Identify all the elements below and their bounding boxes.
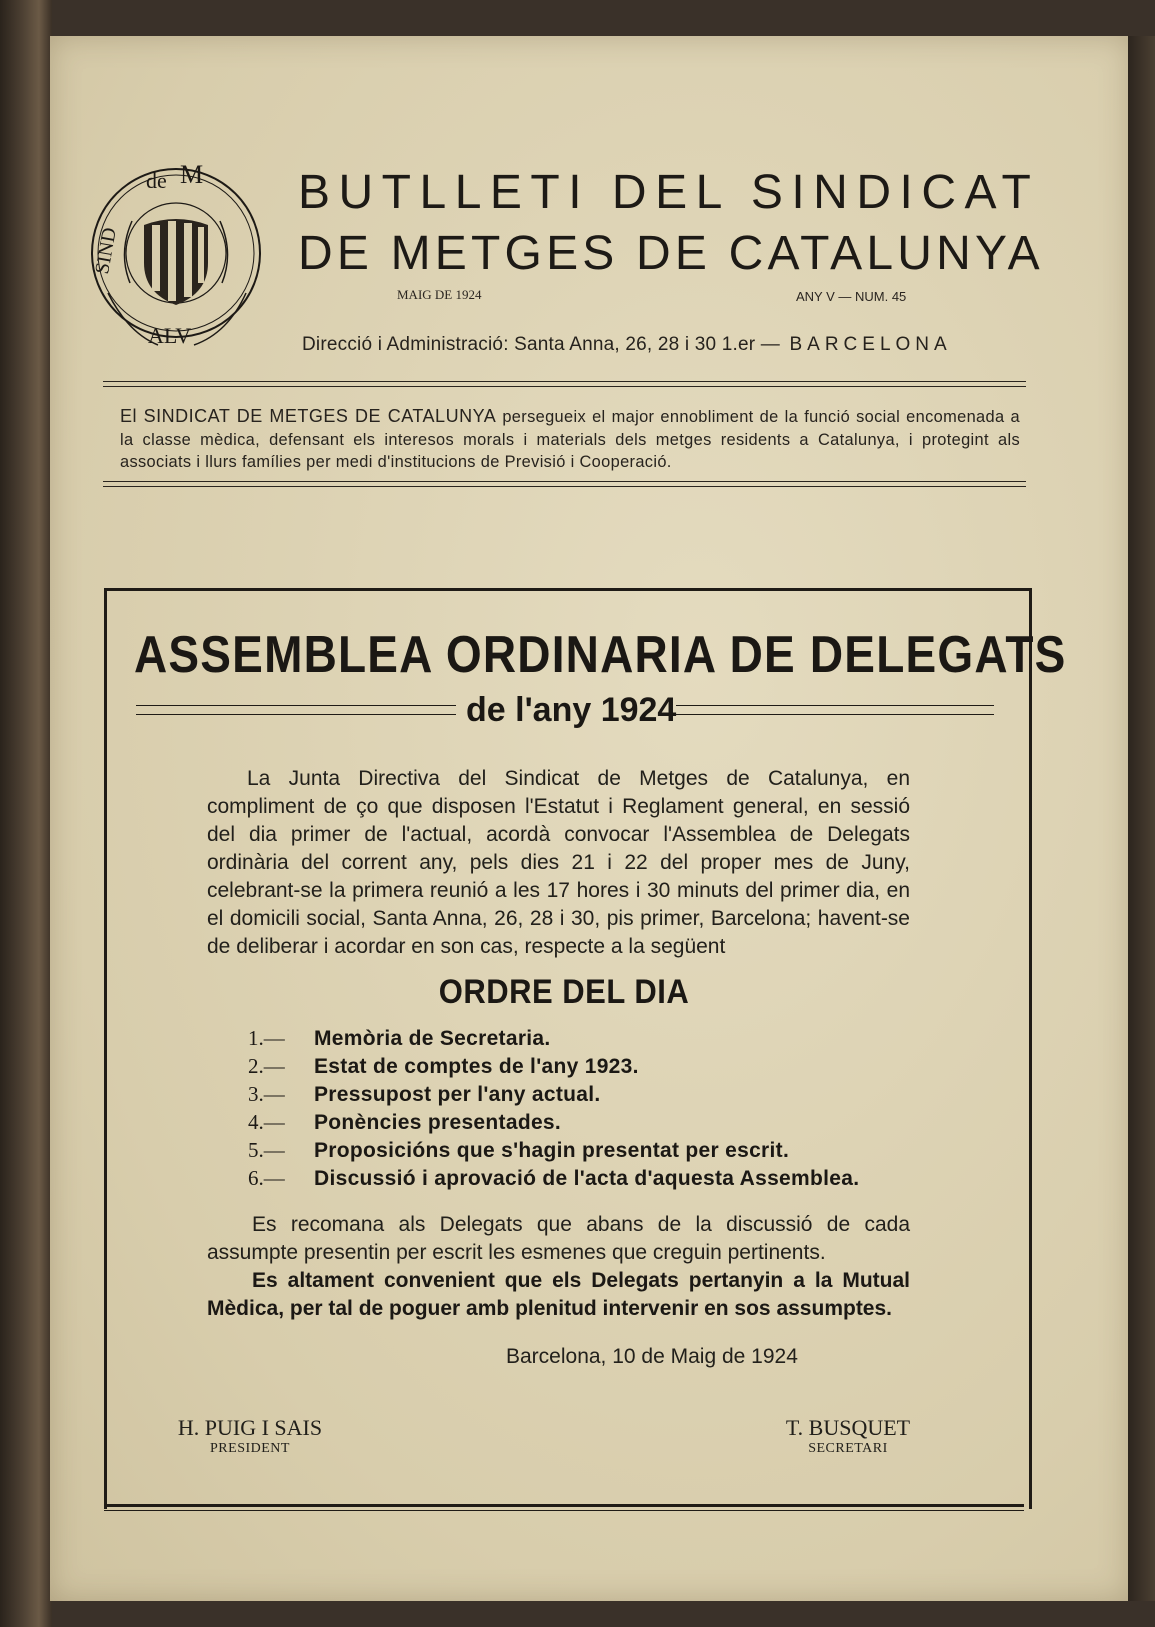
masthead-address bbox=[302, 334, 952, 356]
agenda-title: ORDRE DEL DIA bbox=[438, 972, 690, 1011]
agenda-list bbox=[248, 1024, 859, 1192]
address-city: BARCELONA bbox=[789, 334, 952, 355]
notice-frame-bottom-2 bbox=[104, 1510, 1024, 1511]
svg-text:M: M bbox=[180, 160, 204, 189]
masthead-rule-top bbox=[103, 381, 1026, 382]
signatory-president bbox=[170, 1415, 330, 1457]
notice-subtitle-row bbox=[136, 691, 996, 731]
sindicat-seal-emblem bbox=[88, 133, 264, 359]
notice-frame-bottom bbox=[104, 1504, 1024, 1507]
issue-date: MAIG DE 1924 bbox=[397, 287, 482, 302]
notice-subtitle: de l'any 1924 bbox=[466, 691, 677, 729]
svg-text:de: de bbox=[146, 168, 167, 193]
mission-body: persegueix el major ennobliment de la funció social encomenada a la classe mèdica, defensant els interesos morals i materials dels metges residents a Catalunya, i protegint als associats i llurs famílies per medi d'institucions de Previsió i Cooperació. bbox=[120, 408, 1020, 471]
mission-lead: El SINDICAT DE METGES DE CATALUNYA bbox=[120, 406, 497, 426]
issue-number: ANY V — NUM. 45 bbox=[796, 289, 907, 304]
mission-rule-bottom bbox=[103, 481, 1026, 482]
agenda-item: 2.— Estat de comptes de l'any 1923. bbox=[248, 1054, 639, 1078]
signatory-role: SECRETARI bbox=[808, 1441, 888, 1456]
agenda-item: 4.— Ponències presentades. bbox=[248, 1110, 562, 1134]
mission-statement bbox=[120, 405, 1020, 474]
svg-text:ALV: ALV bbox=[148, 323, 192, 348]
address-text: Direcció i Administració: Santa Anna, 26, 28 i 30 1.er — bbox=[302, 334, 780, 355]
agenda-item: 3.— Pressupost per l'any actual. bbox=[248, 1082, 601, 1106]
signatory-secretary bbox=[768, 1415, 928, 1457]
notice-title: ASSEMBLEA ORDINARIA DE DELEGATS bbox=[134, 624, 1067, 684]
masthead-rule-top-2 bbox=[103, 386, 1026, 387]
masthead-title-line2: DE METGES DE CATALUNYA bbox=[298, 227, 1044, 280]
subtitle-rule-left bbox=[136, 705, 456, 715]
book-spine bbox=[0, 0, 52, 1627]
recommendation-bold-text: Es altament convenient que els Delegats pertanyin a la Mutual Mèdica, per tal de poguer amb plenitud intervenir en sos assumptes. bbox=[207, 1269, 910, 1320]
signatory-name: T. BUSQUET bbox=[785, 1415, 911, 1440]
masthead-title-line1: BUTLLETI DEL SINDICAT bbox=[298, 166, 1040, 219]
svg-text:SIND: SIND bbox=[91, 225, 121, 276]
signatory-name: H. PUIG I SAIS bbox=[177, 1415, 323, 1440]
subtitle-rule-right bbox=[676, 705, 994, 715]
notice-intro: La Junta Directiva del Sindicat de Metges de Catalunya, en compliment de ço que disposen l'Estatut i Reglament general, en sessió del dia primer de l'actual, acordà convocar l'Assemblea de Delegats ordinària del corrent any, pels dies 21 i 22 del proper mes de Juny, celebrant-se la primera reunió a les 17 hores i 30 minuts del primer dia, en el domicili social, Santa Anna, 26, 28 i 30, pis primer, Barcelona; havent-se de deliberar i acordar en son cas, respecte a la següent bbox=[207, 767, 910, 958]
agenda-item: 1.— Memòria de Secretaria. bbox=[248, 1026, 551, 1050]
signatory-role: PRESIDENT bbox=[210, 1441, 290, 1456]
book-edge bbox=[1128, 36, 1155, 1601]
mission-rule-bottom-2 bbox=[103, 486, 1026, 487]
dateline: Barcelona, 10 de Maig de 1924 bbox=[506, 1345, 798, 1368]
notice-closing bbox=[207, 1211, 910, 1323]
recommendation-text: Es recomana als Delegats que abans de la discussió de cada assumpte presentin per escrit les esmenes que creguin pertinents. bbox=[207, 1213, 910, 1264]
agenda-item: 6.— Discussió i aprovació de l'acta d'aquesta Assemblea. bbox=[248, 1166, 860, 1190]
agenda-item: 5.— Proposicións que s'hagin presentat per escrit. bbox=[248, 1138, 790, 1162]
